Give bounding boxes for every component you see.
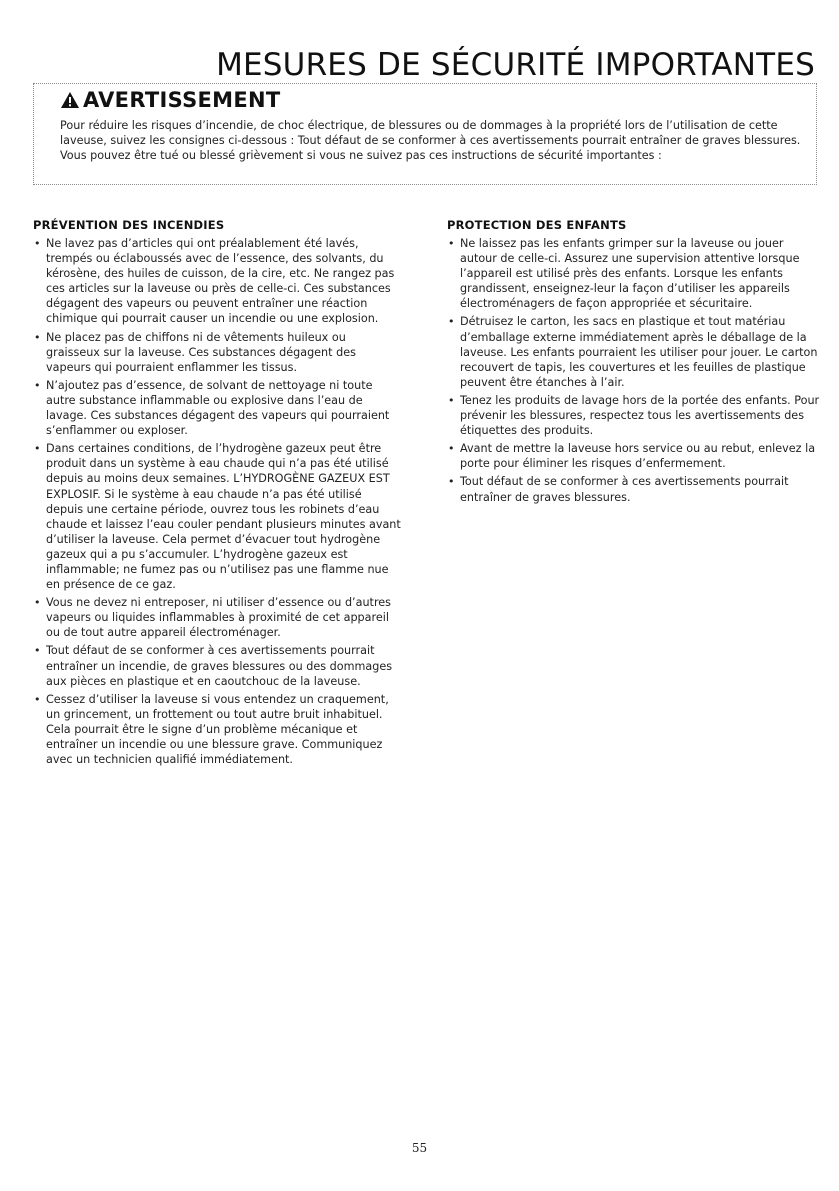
list-item: • Ne lavez pas d’articles qui ont préalablement été lavés, trempés ou éclaboussés avec de l’essence, des solvants, du kérosène, des huiles de cuisson, de la cire, etc. Ne rangez pas ces articles sur la laveuse ou près de celle-ci. Ces substances dégagent des vapeurs ou peuvent entraîner une réaction chimique qui pourrait causer un incendie ou une explosion. <box>34 237 395 326</box>
bullet-icon: • <box>34 692 41 706</box>
list-item: • Tout défaut de se conformer à ces avertissements pourrait entraîner un incendie, de graves blessures ou des dommages aux pièces en plastique et en caoutchouc de la laveuse. <box>34 644 393 688</box>
list-item: • Avant de mettre la laveuse hors service ou au rebut, enlevez la porte pour éliminer les risques d’enfermement. <box>448 442 816 471</box>
child-protection-heading: PROTECTION DES ENFANTS <box>447 218 627 232</box>
list-item: • Dans certaines conditions, de l’hydrogène gazeux peut être produit dans un système à eau chaude qui n’a pas été utilisé depuis au moins deux semaines. L’HYDROGÈNE GAZEUX EST EXPLOSIF. Si le système à eau chaude n’a pas été utilisé depuis une certaine période, ouvrez tous les robinets d’eau chaude et laissez l’eau couler pendant plusieurs minutes avant d’utiliser la laveuse. Cela permet d’évacuer tout hydrogène gazeux qui a pu s’accumuler. L’hydrogène gazeux est inflammable; ne fumez pas ou n’utilisez pas une flamme nue en présence de ce gaz. <box>34 442 401 592</box>
fire-prevention-section <box>33 218 401 770</box>
bullet-icon: • <box>34 644 41 658</box>
fire-prevention-list <box>33 236 401 767</box>
bullet-icon: • <box>448 237 455 250</box>
list-item: • Vous ne devez ni entreposer, ni utiliser d’essence ou d’autres vapeurs ou liquides inflammables à proximité de cet appareil ou de tout autre appareil électroménager. <box>34 596 392 640</box>
list-item: • Détruisez le carton, les sacs en plastique et tout matériau d’emballage externe immédiatement après le déballage de la laveuse. Les enfants pourraient les utiliser pour jouer. Le carton recouvert de tapis, les couvertures et les feuilles de plastique peuvent être étanches à l’air. <box>448 315 818 389</box>
bullet-icon: • <box>34 442 41 456</box>
bullet-icon: • <box>448 393 455 407</box>
page-title: MESURES DE SÉCURITÉ IMPORTANTES <box>216 46 815 83</box>
bullet-icon: • <box>448 442 455 456</box>
bullet-icon: • <box>34 330 41 344</box>
child-protection-section <box>447 218 823 508</box>
warning-body <box>60 118 812 163</box>
list-item: • Tenez les produits de lavage hors de la portée des enfants. Pour prévenir les blessures, respectez tous les avertissements des étiquettes des produits. <box>448 393 820 438</box>
bullet-icon: • <box>34 237 41 250</box>
warning-paragraph: Vous pouvez être tué ou blessé grièvement si vous ne suivez pas ces instructions de sécurité importantes : <box>60 149 662 162</box>
bullet-icon: • <box>34 596 41 610</box>
child-protection-list <box>447 236 823 505</box>
warning-box <box>33 83 817 185</box>
list-item: • Ne laissez pas les enfants grimper sur la laveuse ou jouer autour de celle-ci. Assurez une supervision attentive lorsque l’appareil est utilisé près des enfants. Lorsque les enfants grandissent, enseignez-leur la façon d’utiliser les appareils électroménagers de façon appropriée et sécuritaire. <box>448 237 800 311</box>
list-item: • Tout défaut de se conformer à ces avertissements pourrait entraîner de graves blessures. <box>448 475 789 504</box>
warning-header <box>60 88 280 112</box>
fire-prevention-heading: PRÉVENTION DES INCENDIES <box>33 218 225 232</box>
bullet-icon: • <box>448 475 455 489</box>
list-item: • N’ajoutez pas d’essence, de solvant de nettoyage ni toute autre substance inflammable ou explosive dans l’eau de lavage. Ces substances dégagent des vapeurs qui pourraient s’enflammer ou exploser. <box>34 378 390 438</box>
warning-triangle-icon <box>60 91 80 109</box>
list-item: • Ne placez pas de chiffons ni de vêtements huileux ou graisseux sur la laveuse. Ces substances dégagent des vapeurs qui pourraient enflammer les tissus. <box>34 330 356 374</box>
bullet-icon: • <box>34 378 41 392</box>
warning-paragraph: Pour réduire les risques d’incendie, de choc électrique, de blessures ou de dommages à la propriété lors de l’utilisation de cette laveuse, suivez les consignes ci-dessous : Tout défaut de se conformer à ces avertissements pourrait entraîner de graves blessures. <box>60 119 801 147</box>
list-item: • Cessez d’utiliser la laveuse si vous entendez un craquement, un grincement, un frottement ou tout autre bruit inhabituel. Cela pourrait être le signe d’un problème mécanique et entraîner un incendie ou une blessure grave. Communiquez avec un technicien qualifié immédiatement. <box>34 692 389 767</box>
bullet-icon: • <box>448 315 455 329</box>
page-number: 55 <box>411 1141 428 1155</box>
warning-title: AVERTISSEMENT <box>83 88 281 112</box>
